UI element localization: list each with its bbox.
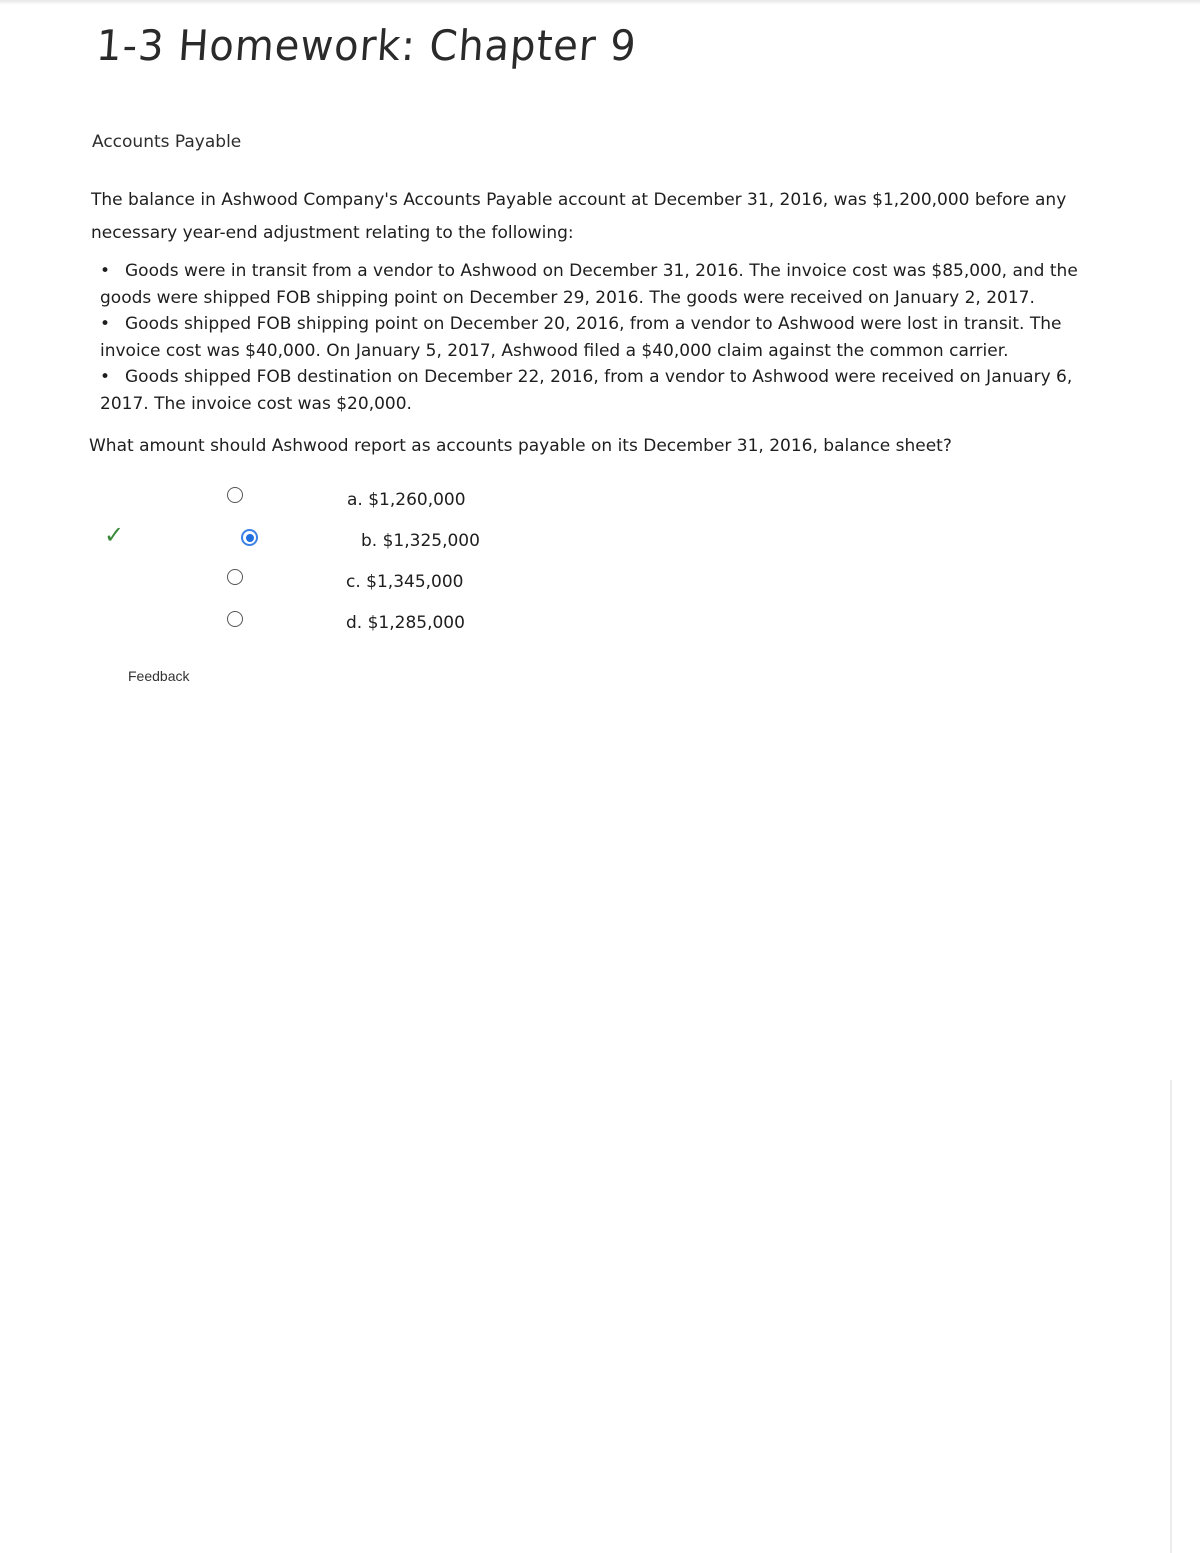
option-c-label: c. $1,345,000 — [346, 572, 464, 592]
option-b-label: b. $1,325,000 — [361, 531, 480, 551]
correct-check-icon: ✓ — [104, 521, 125, 549]
radio-option-d[interactable] — [227, 611, 243, 627]
radio-option-b[interactable] — [241, 529, 258, 546]
bullet-text: Goods shipped FOB shipping point on December 20, 2016, from a vendor to Ashwood were lost in transit. The invoice cost was $40,000. On January 5, 2017, Ashwood filed a $40,000 claim against the common carrier. — [100, 314, 1062, 361]
handwritten-title: 1-3 Homework: Chapter 9 — [94, 22, 639, 71]
feedback-link[interactable]: Feedback — [128, 668, 190, 684]
page-top-edge — [0, 0, 1200, 5]
problem-intro: The balance in Ashwood Company's Accounts Payable account at December 31, 2016, was $1,200,000 before any necessary year-end adjustment relating to the following: — [91, 190, 1067, 243]
option-a-label: a. $1,260,000 — [347, 490, 466, 510]
section-title: Accounts Payable — [92, 132, 242, 152]
option-d-label: d. $1,285,000 — [346, 613, 465, 633]
bullet-item — [100, 364, 1120, 417]
bullet-icon: • — [100, 261, 111, 281]
page-right-edge — [1170, 1080, 1172, 1553]
bullet-icon: • — [100, 367, 111, 387]
bullet-text: Goods shipped FOB destination on December 22, 2016, from a vendor to Ashwood were received on January 6, 2017. The invoice cost was $20,000. — [100, 367, 1073, 414]
radio-option-c[interactable] — [227, 569, 243, 585]
question-text: What amount should Ashwood report as accounts payable on its December 31, 2016, balance sheet? — [89, 436, 952, 456]
problem-bullet-list — [100, 258, 1120, 417]
bullet-text: Goods were in transit from a vendor to Ashwood on December 31, 2016. The invoice cost was $85,000, and the goods were shipped FOB shipping point on December 29, 2016. The goods were received on January 2, 2017. — [100, 261, 1078, 308]
bullet-item — [100, 311, 1120, 364]
bullet-icon: • — [100, 314, 111, 334]
bullet-item — [100, 258, 1120, 311]
radio-option-a[interactable] — [227, 487, 243, 503]
